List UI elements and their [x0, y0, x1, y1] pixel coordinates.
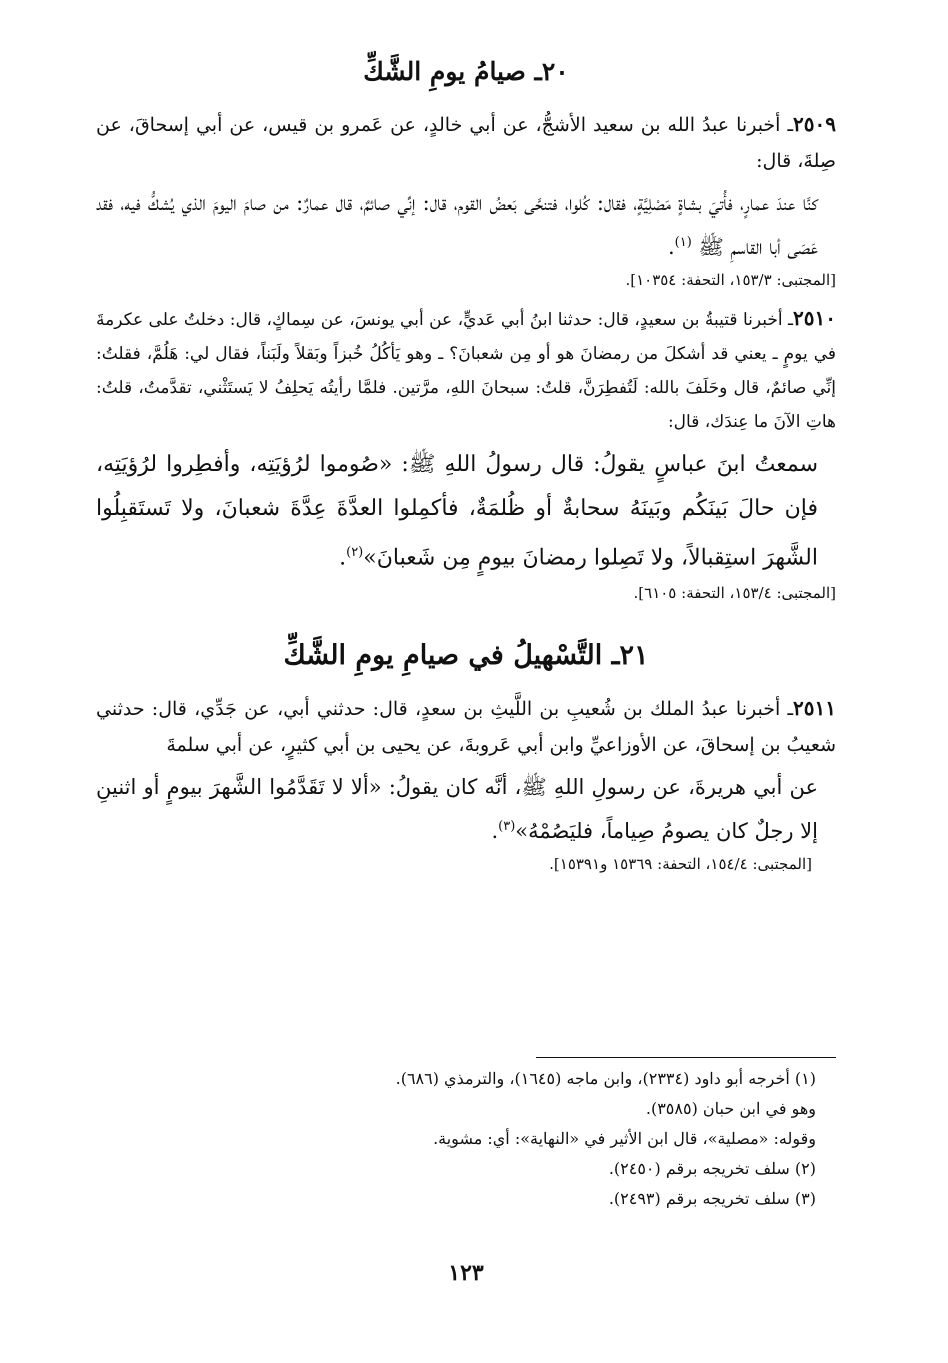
matn-text: كنَّا عندَ عمارٍ، فأُتيَ بشاةٍ مَصْلِيَّةٍ، فقال: كُلوا، فتنحَّى بَعضُ القوم، قال: إنِّي صائمٌ، قال عمارٌ: من صامَ اليومَ الذي يُشكُّ فيه، فقد عَصَى أبا القاسمِ ﷺ	[96, 191, 818, 259]
hadith-reference: [المجتبى: ١٥٣/٣، التحفة: ١٠٣٥٤].	[625, 271, 836, 289]
hadith-number: ٢٥١١	[793, 696, 836, 721]
footnote-marker[interactable]: (١)	[674, 235, 692, 250]
hadith-isnad	[96, 301, 836, 439]
matn-end: .	[491, 819, 499, 844]
chapter-title: ٢٠ـ صيامُ يومِ الشَّكِّ	[363, 57, 569, 86]
hadith-matn	[96, 443, 836, 580]
footnote-line: (٣) سلف تخريجه برقم (٢٤٩٣).	[608, 1189, 816, 1208]
footnote-line: وهو في ابن حبان (٣٥٨٥).	[645, 1099, 816, 1118]
chapter-title: ٢١ـ التَّسْهيلُ في صيامِ يومِ الشَّكِّ	[283, 640, 649, 672]
footnotes-section	[96, 1057, 836, 1214]
hadith-reference: [المجتبى: ١٥٣/٤، التحفة: ٦١٠٥].	[633, 584, 836, 603]
matn-text: سمعتُ ابنَ عباسٍ يقولُ: قال رسولُ اللهِ ﷺ: «صُوموا لرُؤيَتِه، وأفطِروا لرُؤيَتِه، فإن حالَ بَينَكُم وبَينَهُ سحابةٌ أو ظُلمَةٌ، فأكمِلوا العدَّةَ عِدَّةَ شعبانَ، ولا تَستَقبِلُوا الشَّهرَ استِقبالاً، ولا تَصِلوا رمضانَ بيومٍ مِن شَعبانَ»	[96, 452, 818, 571]
hadith-number: ٢٥١٠	[793, 306, 836, 330]
hadith-isnad	[96, 106, 836, 179]
page-number: ١٢٣	[448, 1260, 484, 1286]
hadith-reference: [المجتبى: ١٥٤/٤، التحفة: ١٥٣٦٩ و١٥٣٩١].	[549, 855, 812, 874]
hadith-number: ٢٥٠٩	[793, 112, 836, 136]
isnad-text: ـ أخبرنا قتيبةُ بن سعيدٍ، قال: حدثنا ابنُ أبي عَديٍّ، عن أبي يونسَ، عن سِماكٍ، قال: دخلتُ على عكرمةَ في يومٍ ـ يعني قد أشكلَ من رمضانَ هو أو مِن شعبانَ؟ ـ وهو يَأكُلُ خُبزاً وبَقلاً ولَبَناً، فقال لي: هَلُمَّ، فقلتُ: إنِّي صائمٌ، قال وحَلَفَ بالله: لَتُفطِرَنَّ، قلتُ: سبحانَ اللهِ، مرَّتين. فلمَّا رأيتُه يَحلِفُ لا يَستَثْني، تقدَّمتُ، قلتُ: هاتِ الآنَ ما عِندَك، قال:	[96, 310, 836, 432]
hadith-matn	[96, 767, 836, 851]
footnote-marker[interactable]: (٢)	[346, 545, 364, 560]
isnad-text: ـ أخبرنا عبدُ الملك بن شُعيبِ بن اللَّيثِ بن سعدٍ، قال: حدثني أبي، عن جَدِّي، قال: حدثني شعيبُ بن إسحاقَ، عن الأوزاعيِّ وابن أبي عَروبةَ، عن يحيى بن أبي كثيرٍ، عن أبي سلمةَ	[96, 698, 836, 757]
footnote-line: وقوله: «مصلية»، قال ابن الأثير في «النهاية»: أي: مشوية.	[433, 1129, 816, 1148]
hadith-isnad	[96, 690, 836, 763]
footnote-marker[interactable]: (٣)	[498, 819, 516, 835]
matn-text: عن أبي هريرةَ، عن رسولِ اللهِ ﷺ، أنَّه كان يقولُ: «ألا لا تَقَدَّمُوا الشَّهرَ بيومٍ أو اثنينِ إلا رجلٌ كان يصومُ صِياماً، فليَصُمْهُ»	[96, 775, 818, 844]
footnote-line: (١) أخرجه أبو داود (٢٣٣٤)، وابن ماجه (١٦٤٥)، والترمذي (٦٨٦).	[395, 1069, 816, 1088]
hadith-matn	[96, 183, 836, 267]
footnote-divider	[536, 1057, 836, 1058]
footnote-line: (٢) سلف تخريجه برقم (٢٤٥٠).	[608, 1159, 816, 1178]
book-page	[96, 52, 836, 1323]
isnad-text: ـ أخبرنا عبدُ الله بن سعيد الأشجُّ، عن أبي خالدٍ، عن عَمرو بن قيس، عن أبي إسحاقَ، عن صِلةَ، قال:	[96, 114, 836, 172]
matn-end: .	[339, 545, 347, 571]
matn-end: .	[667, 235, 675, 259]
